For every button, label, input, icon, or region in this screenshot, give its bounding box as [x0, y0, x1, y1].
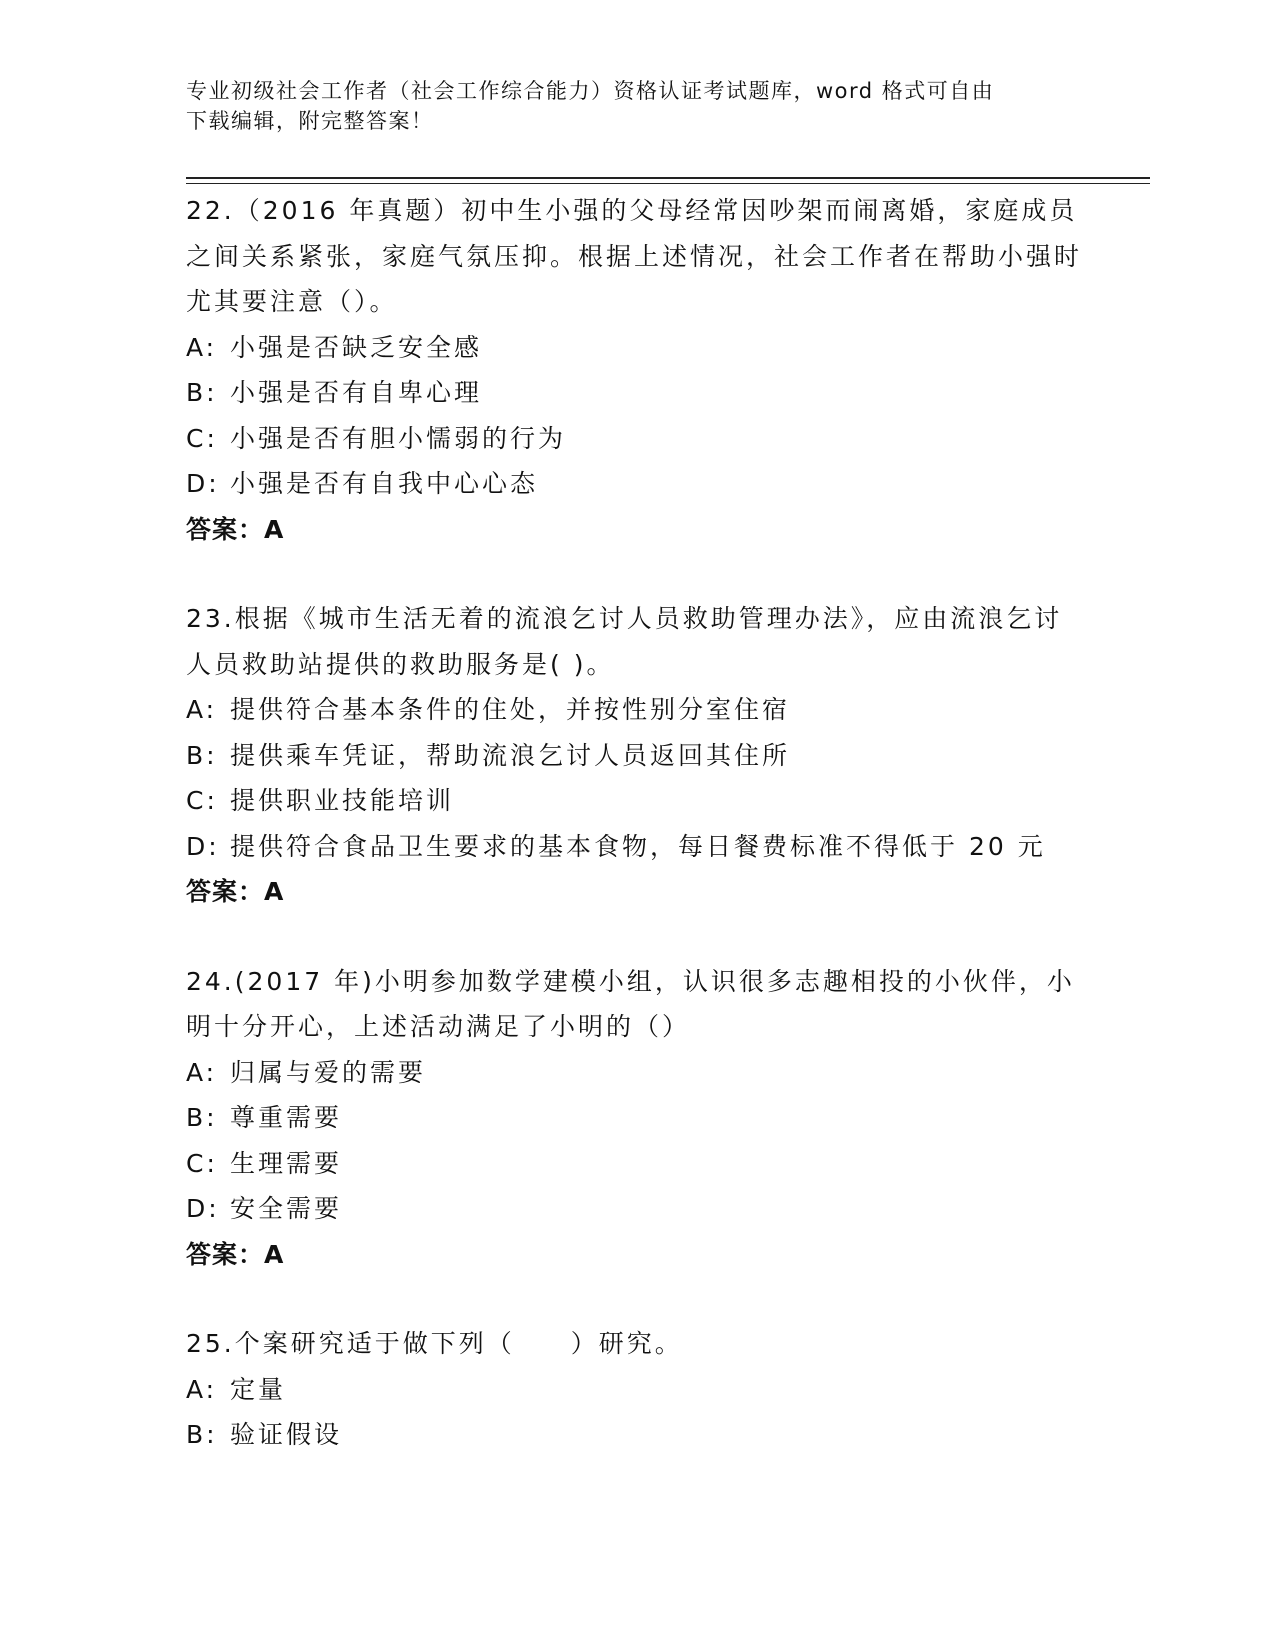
- option-b: [186, 370, 1086, 416]
- option-text: 提供符合食品卫生要求的基本食物，每日餐费标准不得低于 20 元: [230, 831, 1046, 861]
- option-letter: B:: [186, 1103, 218, 1132]
- option-c: [186, 1141, 1086, 1187]
- option-d: [186, 461, 1086, 507]
- option-text: 小强是否有自我中心心态: [230, 469, 539, 498]
- option-b: [186, 1095, 1086, 1141]
- option-letter: A:: [186, 332, 218, 362]
- option-letter: B:: [186, 378, 218, 407]
- option-letter: A:: [186, 695, 218, 724]
- option-letter: D:: [186, 469, 220, 498]
- answer-line: 答案：A: [186, 514, 285, 544]
- question-list: [186, 188, 1086, 1502]
- header-line-1: 专业初级社会工作者（社会工作综合能力）资格认证考试题库，word 格式可自由: [186, 79, 995, 103]
- question-stem: 25.个案研究适于做下列（ ）研究。: [186, 1329, 683, 1358]
- header-divider-thick: [186, 177, 1150, 179]
- option-letter: A:: [186, 1057, 218, 1087]
- option-text: 小强是否有自卑心理: [230, 378, 483, 407]
- option-text: 提供职业技能培训: [230, 786, 455, 815]
- question-25: [186, 1321, 1086, 1458]
- option-text: 生理需要: [230, 1148, 343, 1178]
- header-divider-thin: [186, 183, 1150, 184]
- header-line-2: 下载编辑，附完整答案！: [186, 109, 434, 133]
- option-text: 归属与爱的需要: [230, 1057, 427, 1087]
- option-text: 安全需要: [230, 1194, 343, 1223]
- question-stem: 23.根据《城市生活无着的流浪乞讨人员救助管理办法》，应由流浪乞讨人员救助站提供的救助服务是( )。: [186, 604, 1063, 679]
- option-c: [186, 778, 1086, 824]
- option-text: 验证假设: [230, 1420, 343, 1449]
- option-letter: A:: [186, 1374, 218, 1404]
- option-letter: D:: [186, 1194, 220, 1223]
- option-text: 提供符合基本条件的住处，并按性别分室住宿: [230, 695, 791, 724]
- option-a: [186, 687, 1086, 733]
- document-header: [186, 76, 1066, 136]
- option-a: [186, 1050, 1086, 1096]
- question-23: [186, 596, 1086, 915]
- option-letter: B:: [186, 1420, 218, 1449]
- option-letter: D:: [186, 831, 220, 861]
- option-a: [186, 325, 1086, 371]
- option-text: 尊重需要: [230, 1103, 343, 1132]
- option-text: 小强是否有胆小懦弱的行为: [230, 423, 567, 453]
- question-stem: 24.(2017 年)小明参加数学建模小组，认识很多志趣相投的小伙伴，小明十分开心，上述活动满足了小明的（）: [186, 966, 1075, 1041]
- option-b: [186, 733, 1086, 779]
- question-stem: 22.（2016 年真题）初中生小强的父母经常因吵架而闹离婚，家庭成员之间关系紧张，家庭气氛压抑。根据上述情况，社会工作者在帮助小强时尤其要注意（）。: [186, 196, 1083, 316]
- option-letter: C:: [186, 1148, 218, 1178]
- option-c: [186, 416, 1086, 462]
- answer-line: 答案：A: [186, 877, 285, 906]
- option-d: [186, 1186, 1086, 1232]
- option-text: 小强是否缺乏安全感: [230, 332, 483, 362]
- answer-line: 答案：A: [186, 1239, 285, 1269]
- question-24: [186, 959, 1086, 1278]
- option-text: 定量: [230, 1374, 287, 1404]
- question-22: [186, 188, 1086, 552]
- option-b: [186, 1412, 1086, 1458]
- option-a: [186, 1367, 1086, 1413]
- option-letter: C:: [186, 423, 218, 453]
- option-d: [186, 824, 1086, 870]
- option-text: 提供乘车凭证，帮助流浪乞讨人员返回其住所: [230, 740, 791, 770]
- option-letter: B:: [186, 740, 218, 770]
- option-letter: C:: [186, 786, 218, 815]
